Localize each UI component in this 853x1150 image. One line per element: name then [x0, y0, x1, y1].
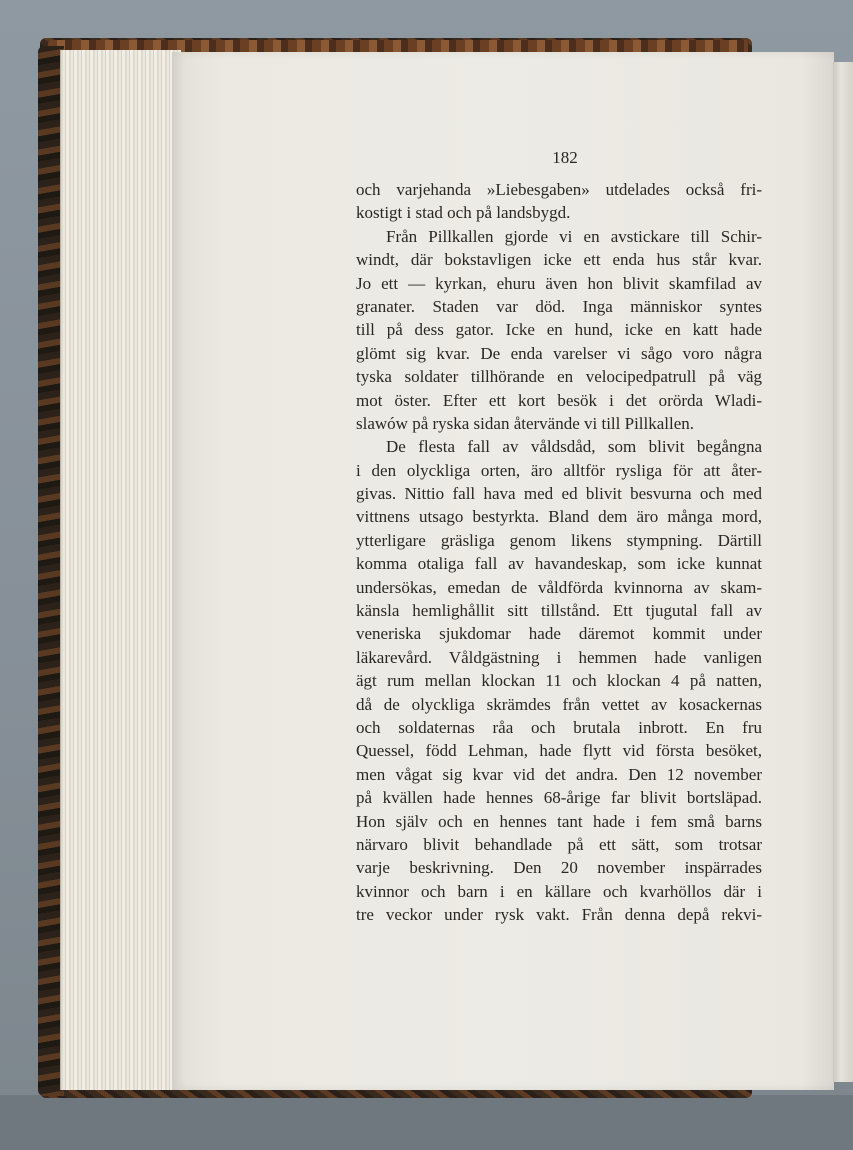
text-line: windt, där bokstavligen icke ett enda hus står kvar.	[356, 250, 762, 270]
text-line: läkarevård. Våldgästning i hemmen hade vanligen	[356, 647, 762, 667]
text-line: undersökas, emedan de våldförda kvinnorna av skam-	[356, 577, 762, 597]
text-line: då de olyckliga skrämdes från vettet av kosackernas	[356, 694, 762, 714]
text-line: i den olyckliga orten, äro alltför rysliga för att åter-	[356, 460, 762, 480]
text-line: varje beskrivning. Den 20 november inspärrades	[356, 858, 762, 878]
text-line: granater. Staden var död. Inga människor syntes	[356, 296, 762, 316]
table-surface	[0, 1095, 853, 1150]
text-line: kvinnor och barn i en källare och kvarhöllos där i	[356, 881, 762, 901]
text-line: mot öster. Efter ett kort besök i det orörda Wladi-	[356, 390, 762, 410]
facing-page-edge	[833, 62, 853, 1082]
text-line: veneriska sjukdomar hade däremot kommit under	[356, 624, 762, 644]
text-line: vittnens utsago bestyrkta. Bland dem äro många mord,	[356, 507, 762, 527]
text-line: De flesta fall av våldsdåd, som blivit begångna	[386, 437, 762, 457]
text-line: men vågat sig kvar vid det andra. Den 12 november	[356, 764, 762, 784]
text-line: ytterligare gräsliga genom likens stympning. Därtill	[356, 530, 762, 550]
text-line: Quessel, född Lehman, hade flytt vid första besöket,	[356, 741, 762, 761]
text-line: ägt rum mellan klockan 11 och klockan 4 på natten,	[356, 671, 762, 691]
text-line: till på dess gator. Icke en hund, icke en katt hade	[356, 320, 762, 340]
page-body-text	[356, 178, 762, 927]
text-line: närvaro blivit behandlade på ett sätt, som trotsar	[356, 834, 762, 854]
text-line: slawów på ryska sidan återvände vi till Pillkallen.	[356, 413, 695, 433]
text-line: Jo ett — kyrkan, ehuru även hon blivit skamfilad av	[356, 273, 762, 293]
text-line: glömt sig kvar. De enda varelser vi sågo voro några	[356, 343, 762, 363]
text-line: på kvällen hade hennes 68-årige far blivit bortsläpad.	[356, 788, 762, 808]
text-line: kostigt i stad och på landsbygd.	[356, 203, 571, 223]
text-line: givas. Nittio fall hava med ed blivit besvurna och med	[356, 484, 762, 504]
text-line: tyska soldater tillhörande en velocipedpatrull på väg	[356, 367, 762, 387]
text-line: tre veckor under rysk vakt. Från denna depå rekvi-	[356, 905, 762, 925]
page-stack-edges	[60, 50, 181, 1090]
text-line: Hon själv och en hennes tant hade i fem små barns	[356, 811, 762, 831]
text-line: känsla hemlighållit sitt tillstånd. Ett tjugutal fall av	[356, 601, 762, 621]
text-line: komma otaliga fall av havandeskap, som icke kunnat	[356, 554, 762, 574]
text-line: och soldaternas råa och brutala inbrott. En fru	[356, 717, 762, 737]
text-line: och varjehanda »Liebesgaben» utdelades också fri-	[356, 180, 762, 199]
text-line: Från Pillkallen gjorde vi en avstickare till Schir-	[386, 226, 762, 246]
page-number: 182	[552, 148, 578, 167]
